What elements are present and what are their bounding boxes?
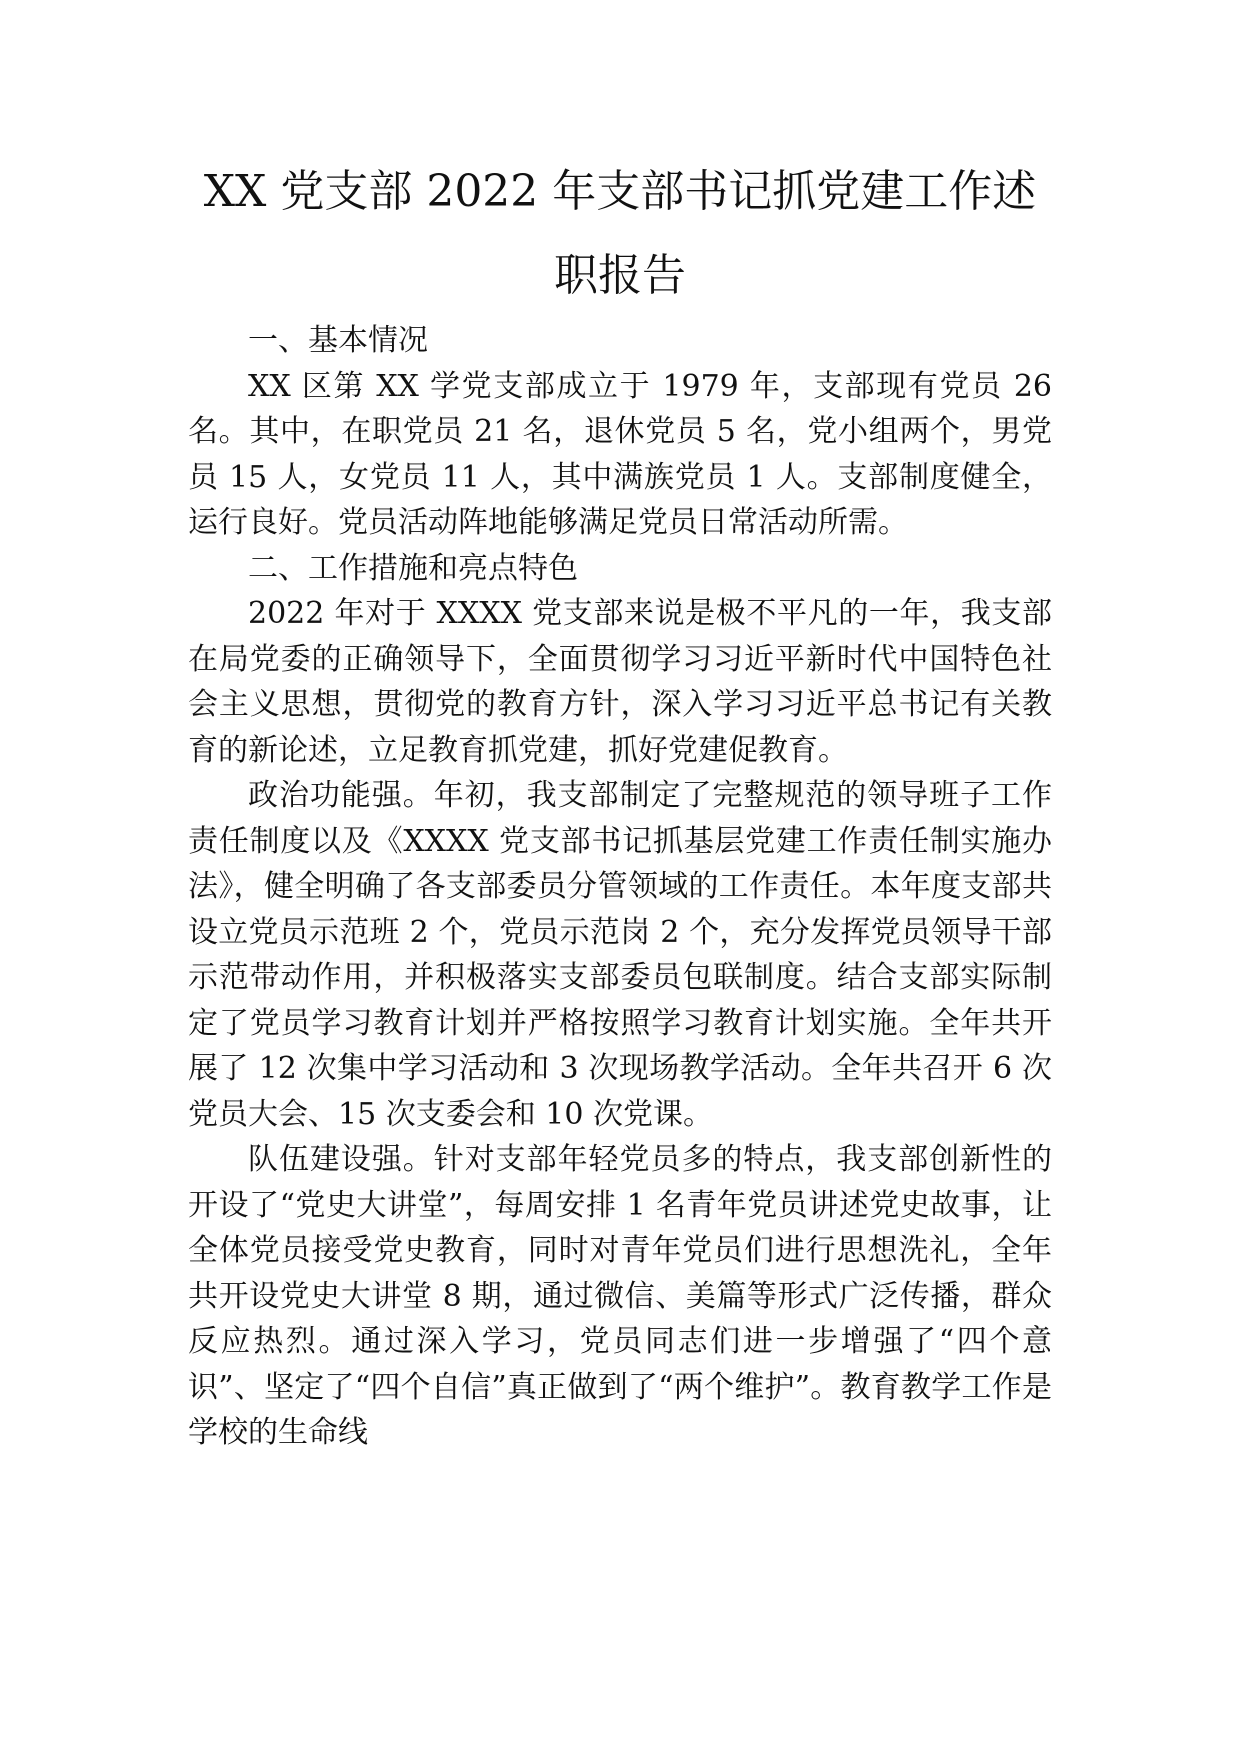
- paragraph-year-overview: 2022 年对于 XXXX 党支部来说是极不平凡的一年，我支部在局党委的正确领导下，全面贯彻学习习近平新时代中国特色社会主义思想，贯彻党的教育方针，深入学习习近平总书记有关教育的新论述，立足教育抓党建，抓好党建促教育。: [188, 596, 1052, 768]
- document-title: [188, 150, 1052, 318]
- title-line-2: 职报告: [554, 250, 686, 301]
- paragraph-basic-info: XX 区第 XX 学党支部成立于 1979 年，支部现有党员 26 名。其中，在职党员 21 名，退休党员 5 名，党小组两个，男党员 15 人，女党员 11 人，其中满族党员 1 人。支部制度健全，运行良好。党员活动阵地能够满足党员日常活动所需。: [188, 368, 1052, 540]
- paragraph-political-function: 政治功能强。年初，我支部制定了完整规范的领导班子工作责任制度以及《XXXX 党支部书记抓基层党建工作责任制实施办法》，健全明确了各支部委员分管领域的工作责任。本年度支部共设立党员示范班 2 个，党员示范岗 2 个，充分发挥党员领导干部示范带动作用，并积极落实支部委员包联制度。结合支部实际制定了党员学习教育计划并严格按照学习教育计划实施。全年共开展了 12 次集中学习活动和 3 次现场教学活动。全年共召开 6 次党员大会、15 次支委会和 10 次党课。: [188, 778, 1052, 1132]
- paragraph-team-building: 队伍建设强。针对支部年轻党员多的特点，我支部创新性的开设了“党史大讲堂”，每周安排 1 名青年党员讲述党史故事，让全体党员接受党史教育，同时对青年党员们进行思想洗礼，全年共开设党史大讲堂 8 期，通过微信、美篇等形式广泛传播，群众反应热烈。通过深入学习，党员同志们进一步增强了“四个意识”、坚定了“四个自信”真正做到了“两个维护”。教育教学工作是学校的生命线: [188, 1142, 1052, 1450]
- section-heading-measures: 二、工作措施和亮点特色: [248, 550, 578, 586]
- title-line-1: XX 党支部 2022 年支部书记抓党建工作述: [203, 166, 1037, 217]
- document-page: [188, 150, 1052, 1456]
- section-heading-basic-info: 一、基本情况: [248, 323, 428, 358]
